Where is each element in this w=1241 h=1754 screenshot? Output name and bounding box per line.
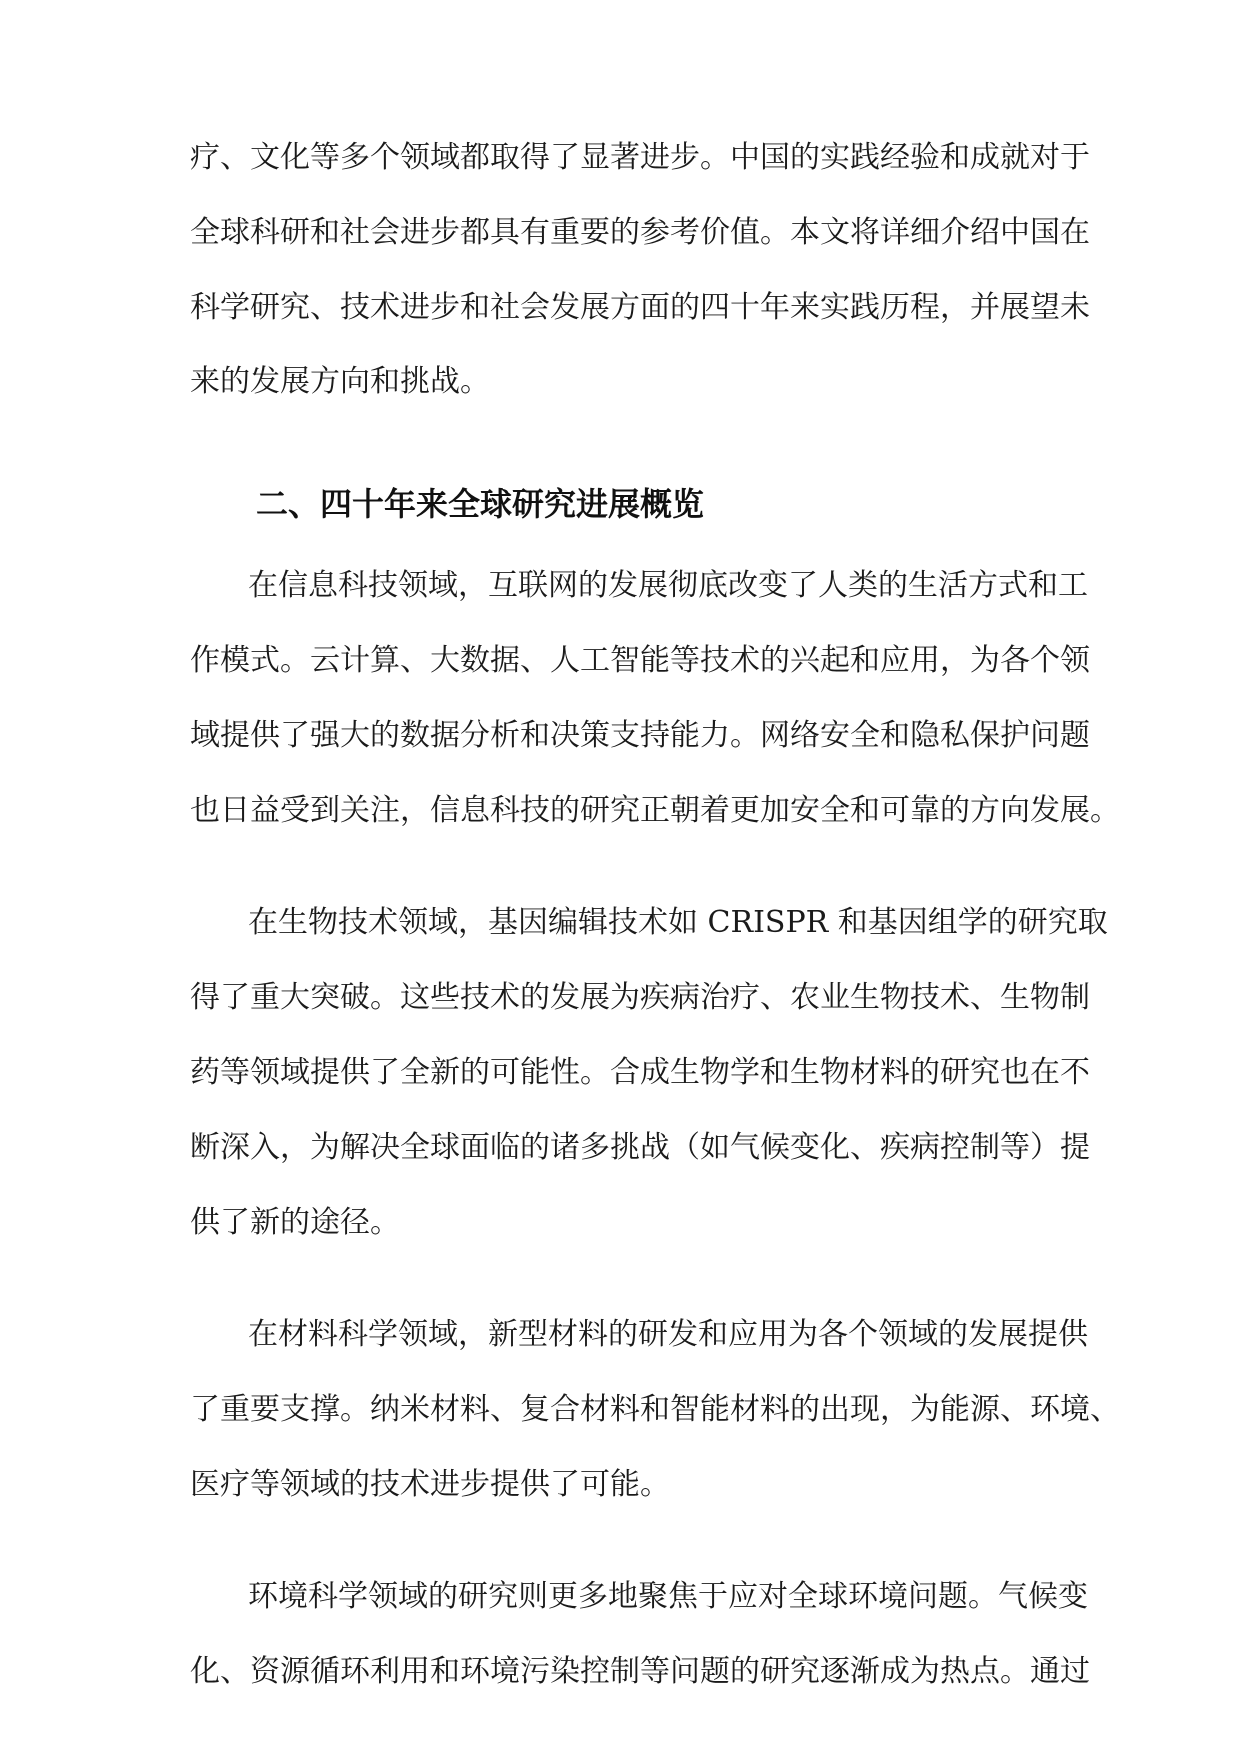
paragraph-line: 作模式。云计算、大数据、人工智能等技术的兴起和应用，为各个领 [190,643,1090,678]
paragraph-line: 断深入，为解决全球面临的诸多挑战（如气候变化、疾病控制等）提 [190,1130,1090,1165]
paragraph-line: 了重要支撑。纳米材料、复合材料和智能材料的出现，为能源、环境、 [190,1392,1120,1427]
paragraph-line: 域提供了强大的数据分析和决策支持能力。网络安全和隐私保护问题 [190,718,1090,753]
intro-line: 疗、文化等多个领域都取得了显著进步。中国的实践经验和成就对于 [190,140,1090,175]
paragraph-line: 环境科学领域的研究则更多地聚焦于应对全球环境问题。气候变 [248,1579,1088,1614]
paragraph-line: 药等领域提供了全新的可能性。合成生物学和生物材料的研究也在不 [190,1055,1090,1090]
paragraph-line: 在材料科学领域，新型材料的研发和应用为各个领域的发展提供 [248,1317,1088,1352]
paragraph-line: 化、资源循环利用和环境污染控制等问题的研究逐渐成为热点。通过 [190,1654,1090,1689]
paragraph-line: 得了重大突破。这些技术的发展为疾病治疗、农业生物技术、生物制 [190,980,1090,1015]
intro-line: 科学研究、技术进步和社会发展方面的四十年来实践历程，并展望未 [190,290,1090,325]
intro-line: 全球科研和社会进步都具有重要的参考价值。本文将详细介绍中国在 [190,215,1090,250]
intro-line: 来的发展方向和挑战。 [190,364,490,399]
paragraph-line: 医疗等领域的技术进步提供了可能。 [190,1467,670,1502]
paragraph-line: 在信息科技领域，互联网的发展彻底改变了人类的生活方式和工 [248,568,1088,603]
paragraph-line: 在生物技术领域，基因编辑技术如 CRISPR 和基因组学的研究取 [248,905,1108,940]
section-heading: 二、四十年来全球研究进展概览 [256,485,705,523]
paragraph-line: 供了新的途径。 [190,1205,400,1240]
paragraph-line: 也日益受到关注，信息科技的研究正朝着更加安全和可靠的方向发展。 [190,793,1120,828]
